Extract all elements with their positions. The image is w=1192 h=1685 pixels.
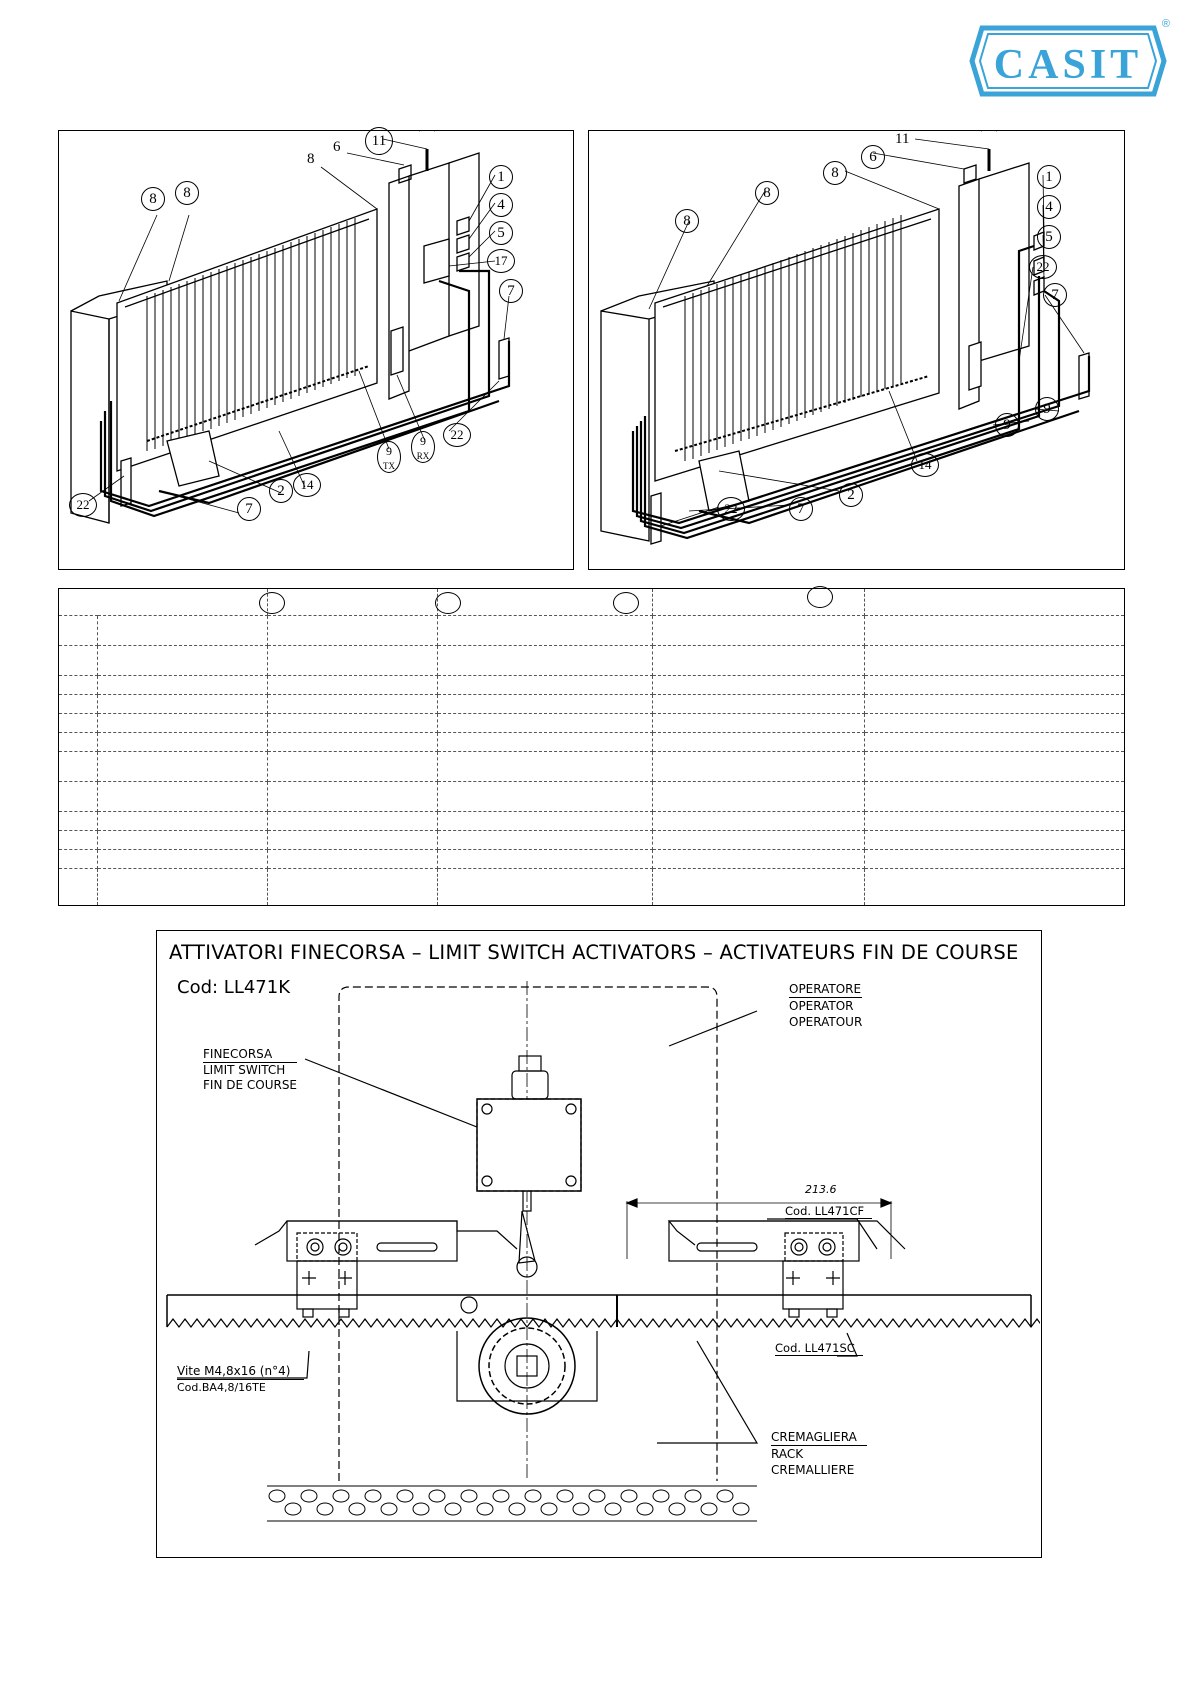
installation-diagram-right <box>588 130 1125 570</box>
table-cell <box>267 868 437 905</box>
table-cell <box>267 645 437 675</box>
table-cell <box>437 675 652 694</box>
callout-label: 7 <box>797 501 805 517</box>
table-cell <box>97 713 267 732</box>
table-cell <box>97 732 267 751</box>
table-cell <box>59 694 97 713</box>
callout-5 <box>1037 225 1061 249</box>
callout-label: 5 <box>497 225 505 241</box>
table-cell <box>59 751 97 781</box>
table-cell <box>59 830 97 849</box>
limit-switch-label <box>203 1047 297 1093</box>
table-cell <box>267 713 437 732</box>
table-cell <box>59 675 97 694</box>
callout-8 <box>175 181 199 205</box>
components-grid <box>59 589 1124 905</box>
table-cell <box>864 645 1124 675</box>
components-table <box>58 588 1125 906</box>
table-cell <box>97 589 267 615</box>
table-cell <box>864 589 1124 615</box>
table-cell <box>267 830 437 849</box>
table-cell <box>267 675 437 694</box>
callout-label: 8 <box>307 151 315 167</box>
table-cell <box>652 675 864 694</box>
table-cell <box>864 694 1124 713</box>
table-cell <box>97 781 267 811</box>
table-cell <box>864 868 1124 905</box>
callout-11 <box>895 131 909 148</box>
callout-label: 11 <box>895 131 910 147</box>
table-cell <box>59 811 97 830</box>
limit-switch-drawing <box>156 930 1042 1558</box>
table-cell <box>267 732 437 751</box>
callout-label: 22 <box>724 501 738 516</box>
callout-7 <box>237 497 261 521</box>
limit-switch-graphic <box>157 931 1040 1556</box>
table-cell <box>267 694 437 713</box>
table-cell <box>437 781 652 811</box>
callout-label: 4 <box>497 197 505 213</box>
table-cell <box>864 713 1124 732</box>
drawing-title: ATTIVATORI FINECORSA – LIMIT SWITCH ACTIVATORS – ACTIVATEURS FIN DE COURSE <box>169 941 1019 964</box>
callout-17 <box>487 249 515 273</box>
table-cell <box>864 781 1124 811</box>
table-cell <box>652 645 864 675</box>
table-cell <box>437 713 652 732</box>
callout-label: 7 <box>245 501 253 517</box>
table-cell <box>652 694 864 713</box>
brand-name: CASIT <box>993 42 1143 88</box>
table-cell <box>652 781 864 811</box>
callout-7 <box>789 497 813 521</box>
callout-label: 6 <box>869 149 877 165</box>
table-cell <box>97 811 267 830</box>
callout-label: 6 <box>333 139 341 155</box>
table-cell <box>864 751 1124 781</box>
table-cell <box>267 849 437 868</box>
callout-label: 2 <box>847 487 855 503</box>
callout-4 <box>489 193 513 217</box>
table-cell <box>864 615 1124 645</box>
casit-logo-graphic <box>968 22 1168 100</box>
table-cell <box>652 751 864 781</box>
rack-it: CREMAGLIERA <box>771 1429 867 1446</box>
screw-spec: Vite M4,8x16 (n°4) <box>177 1363 304 1380</box>
table-cell <box>864 849 1124 868</box>
table-cell <box>267 751 437 781</box>
finecorsa-fr: FIN DE COURSE <box>203 1078 298 1092</box>
table-cell <box>652 830 864 849</box>
callout-label: 4 <box>1045 199 1053 215</box>
callout-8 <box>823 161 847 185</box>
table-cell <box>437 868 652 905</box>
callout-label: 5 <box>1045 229 1053 245</box>
callout-1 <box>1037 165 1061 189</box>
table-cell <box>97 645 267 675</box>
table-cell <box>97 615 267 645</box>
screw-label <box>177 1363 304 1396</box>
table-cell <box>437 732 652 751</box>
table-cell <box>864 811 1124 830</box>
callout-label: 7 <box>507 283 515 299</box>
table-cell <box>97 849 267 868</box>
table-cell <box>59 781 97 811</box>
code-cf-label: Cod. LL471CF <box>785 1204 872 1219</box>
table-cell <box>59 615 97 645</box>
table-cell <box>864 675 1124 694</box>
finecorsa-it: FINECORSA <box>203 1047 297 1063</box>
callout-label: 17 <box>494 253 508 268</box>
callout-1 <box>489 165 513 189</box>
callout-8 <box>675 209 699 233</box>
callout-22 <box>717 497 745 521</box>
callout-label: 9 <box>1043 401 1051 417</box>
callout-8 <box>307 151 315 168</box>
callout-9 <box>995 413 1019 437</box>
registered-mark: ® <box>1161 18 1170 30</box>
table-cell <box>267 589 437 615</box>
table-cell <box>437 645 652 675</box>
callout-7 <box>499 279 523 303</box>
callout-14 <box>911 453 939 477</box>
table-cell <box>437 751 652 781</box>
callout-label: 9 <box>420 434 426 448</box>
rack-label <box>771 1429 867 1478</box>
rack-en: RACK <box>771 1447 804 1461</box>
table-cell <box>652 615 864 645</box>
header-circle <box>807 586 833 608</box>
table-cell <box>652 732 864 751</box>
callout-label: 2 <box>277 483 285 499</box>
table-cell <box>59 732 97 751</box>
header-circle <box>435 592 461 614</box>
callout-6 <box>861 145 885 169</box>
callout-8 <box>141 187 165 211</box>
callout-label: 8 <box>831 165 839 181</box>
table-cell <box>437 830 652 849</box>
callout-label: 1 <box>1045 169 1053 185</box>
callout-label: 1 <box>497 169 505 185</box>
header-circle <box>259 592 285 614</box>
callout-9-tx <box>377 441 401 473</box>
operator-en: OPERATOR <box>789 999 854 1013</box>
table-cell <box>97 675 267 694</box>
table-cell <box>59 849 97 868</box>
table-cell <box>267 811 437 830</box>
installation-diagram-left <box>58 130 574 570</box>
table-cell <box>652 868 864 905</box>
casit-logo <box>968 18 1170 100</box>
operator-it: OPERATORE <box>789 982 862 996</box>
callout-9-rx <box>411 431 435 463</box>
table-cell <box>97 830 267 849</box>
callout-2 <box>269 479 293 503</box>
callout-label: 14 <box>300 477 314 492</box>
callout-6 <box>333 139 341 156</box>
callout-label: 14 <box>918 457 932 472</box>
table-cell <box>864 732 1124 751</box>
callout-11 <box>365 127 393 155</box>
callout-22 <box>1029 255 1057 279</box>
table-cell <box>652 811 864 830</box>
callout-8 <box>755 181 779 205</box>
finecorsa-en: LIMIT SWITCH <box>203 1063 286 1077</box>
table-cell <box>437 615 652 645</box>
callout-2 <box>839 483 863 507</box>
table-cell <box>59 713 97 732</box>
operator-label <box>789 981 862 1030</box>
callout-sublabel: TX <box>383 461 395 471</box>
callout-22 <box>69 493 97 517</box>
table-cell <box>864 830 1124 849</box>
callout-4 <box>1037 195 1061 219</box>
callout-label: 22 <box>76 497 90 512</box>
callout-sublabel: RX <box>416 451 430 461</box>
callout-label: 9 <box>386 444 392 458</box>
callout-label: 22 <box>450 427 464 442</box>
table-cell <box>97 868 267 905</box>
table-cell <box>652 713 864 732</box>
table-cell <box>97 751 267 781</box>
table-cell <box>267 615 437 645</box>
callout-label: 11 <box>371 133 387 149</box>
table-cell <box>59 645 97 675</box>
rack-fr: CREMALLIERE <box>771 1463 855 1477</box>
table-cell <box>437 849 652 868</box>
callout-label: 8 <box>683 213 691 229</box>
table-cell <box>437 811 652 830</box>
callout-label: 8 <box>183 185 191 201</box>
callout-label: 22 <box>1036 259 1050 274</box>
callout-label: 7 <box>1051 287 1059 303</box>
callout-7 <box>1043 283 1067 307</box>
callout-label: 9 <box>1003 417 1011 433</box>
table-cell <box>267 781 437 811</box>
table-cell <box>97 694 267 713</box>
operator-fr: OPERATOUR <box>789 1015 863 1029</box>
callout-label: 8 <box>149 191 157 207</box>
callout-5 <box>489 221 513 245</box>
table-cell <box>59 868 97 905</box>
dimension-label: 213.6 <box>805 1183 837 1196</box>
drawing-code: Cod: LL471K <box>177 977 291 998</box>
table-cell <box>59 589 97 615</box>
callout-9 <box>1035 397 1059 421</box>
callout-22 <box>443 423 471 447</box>
header-circle <box>613 592 639 614</box>
callout-label: 8 <box>763 185 771 201</box>
code-sc-label: Cod. LL471SC <box>775 1341 863 1356</box>
table-cell <box>437 694 652 713</box>
screw-code: Cod.BA4,8/16TE <box>177 1381 266 1394</box>
table-cell <box>652 849 864 868</box>
callout-14 <box>293 473 321 497</box>
